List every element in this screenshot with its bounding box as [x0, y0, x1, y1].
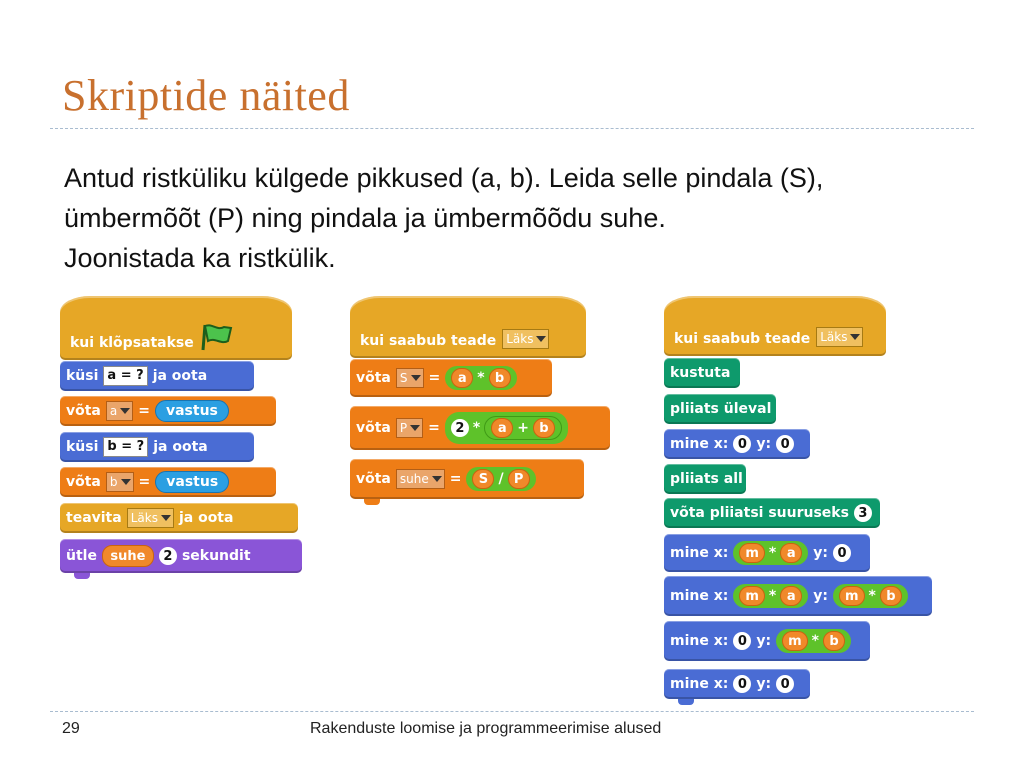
- go-to-xy-block[interactable]: [664, 429, 810, 459]
- message-name: Läks: [506, 332, 534, 346]
- when-receive-block[interactable]: [664, 296, 886, 356]
- equals-label: =: [138, 474, 151, 490]
- variable-reporter[interactable]: a: [491, 418, 513, 438]
- y-label: y:: [756, 633, 772, 649]
- seconds-input[interactable]: 2: [159, 547, 177, 565]
- dropdown-arrow-icon: [536, 336, 546, 342]
- broadcast-label: teavita: [66, 510, 122, 526]
- ask-suffix: ja oota: [152, 368, 208, 384]
- variable-reporter[interactable]: a: [451, 368, 473, 388]
- pen-size-input[interactable]: 3: [854, 504, 872, 522]
- operator-symbol: *: [768, 588, 777, 604]
- block-notch: [74, 573, 90, 579]
- broadcast-and-wait-block[interactable]: [60, 503, 298, 533]
- variable-dropdown[interactable]: [396, 418, 423, 438]
- y-label: y:: [813, 588, 828, 604]
- variable-reporter[interactable]: m: [839, 586, 865, 606]
- hat-label: kui klõpsatakse: [70, 335, 194, 351]
- operator-symbol: *: [472, 420, 481, 436]
- multiply-operator[interactable]: [445, 366, 516, 390]
- variable-reporter[interactable]: a: [780, 586, 802, 606]
- variable-dropdown[interactable]: [106, 401, 133, 421]
- number-input[interactable]: 2: [451, 419, 469, 437]
- x-label: mine x:: [670, 436, 729, 452]
- block-notch: [678, 699, 694, 705]
- message-dropdown[interactable]: [502, 329, 549, 349]
- x-input[interactable]: 0: [733, 675, 751, 693]
- x-input[interactable]: 0: [733, 632, 751, 650]
- variable-reporter[interactable]: m: [782, 631, 808, 651]
- variable-name: suhe: [399, 472, 429, 486]
- variable-reporter[interactable]: m: [739, 586, 765, 606]
- set-label: võta: [66, 403, 101, 419]
- say-label: ütle: [66, 548, 97, 564]
- y-input[interactable]: 0: [776, 435, 794, 453]
- variable-name: a: [109, 404, 118, 418]
- slide-title: Skriptide näited: [62, 71, 350, 120]
- message-name: Läks: [820, 330, 848, 344]
- variable-reporter[interactable]: S: [472, 469, 494, 489]
- ask-block[interactable]: [60, 361, 254, 391]
- y-label: y:: [756, 676, 772, 692]
- when-flag-clicked-block[interactable]: [60, 296, 292, 360]
- go-to-xy-block[interactable]: [664, 576, 932, 616]
- pen-up-label: pliiats üleval: [670, 401, 772, 417]
- ask-label: küsi: [66, 368, 99, 384]
- multiply-operator[interactable]: [733, 584, 808, 608]
- broadcast-suffix: ja oota: [178, 510, 234, 526]
- x-label: mine x:: [670, 633, 729, 649]
- variable-name: P: [399, 421, 408, 435]
- variable-dropdown[interactable]: [396, 368, 424, 388]
- ask-text-field[interactable]: b = ?: [103, 437, 148, 457]
- hat-label: kui saabub teade: [360, 333, 497, 349]
- variable-name: S: [399, 371, 408, 385]
- set-label: võta: [356, 370, 391, 386]
- dropdown-arrow-icon: [411, 375, 421, 381]
- operator-symbol: *: [811, 633, 819, 649]
- ask-text-field[interactable]: a = ?: [103, 366, 147, 386]
- dropdown-arrow-icon: [121, 479, 131, 485]
- equals-label: =: [428, 420, 440, 436]
- set-label: võta: [66, 474, 101, 490]
- variable-reporter[interactable]: b: [489, 368, 511, 388]
- message-name: Läks: [130, 511, 158, 525]
- set-variable-block[interactable]: [60, 396, 276, 426]
- y-input[interactable]: 0: [776, 675, 794, 693]
- pen-size-label: võta pliiatsi suuruseks: [670, 505, 849, 521]
- set-label: võta: [356, 471, 391, 487]
- operator-symbol: *: [477, 370, 485, 386]
- set-variable-block[interactable]: [60, 467, 276, 497]
- go-to-xy-block[interactable]: [664, 669, 810, 699]
- operator-symbol: *: [768, 545, 777, 561]
- task-line: Joonistada ka ristkülik.: [64, 243, 336, 273]
- variable-reporter[interactable]: m: [739, 543, 765, 563]
- y-label: y:: [813, 545, 828, 561]
- page-number: 29: [62, 720, 80, 737]
- dropdown-arrow-icon: [850, 334, 860, 340]
- x-label: mine x:: [670, 545, 729, 561]
- ask-suffix: ja oota: [153, 439, 208, 455]
- task-line: Antud ristküliku külgede pikkused (a, b). Leida selle pindala (S),: [64, 163, 824, 193]
- dropdown-arrow-icon: [432, 476, 442, 482]
- pen-down-block[interactable]: [664, 464, 746, 494]
- multiply-operator[interactable]: [776, 629, 851, 653]
- answer-reporter[interactable]: vastus: [155, 471, 229, 493]
- task-line: ümbermõõt (P) ning pindala ja ümbermõõdu suhe.: [64, 203, 666, 233]
- green-flag-icon: [200, 323, 234, 351]
- variable-reporter[interactable]: b: [533, 418, 555, 438]
- hat-label: kui saabub teade: [674, 331, 811, 347]
- add-operator[interactable]: [484, 416, 562, 440]
- x-label: mine x:: [670, 588, 729, 604]
- message-dropdown[interactable]: [816, 327, 863, 347]
- set-label: võta: [356, 420, 391, 436]
- set-variable-block[interactable]: [350, 406, 610, 450]
- operator-symbol: *: [868, 588, 876, 604]
- variable-reporter[interactable]: suhe: [102, 545, 154, 567]
- variable-dropdown[interactable]: [106, 472, 134, 492]
- equals-label: =: [449, 471, 462, 487]
- operator-symbol: +: [517, 420, 529, 436]
- variable-reporter[interactable]: b: [823, 631, 845, 651]
- task-description: [64, 158, 964, 278]
- set-pen-size-block[interactable]: [664, 498, 880, 528]
- footer-title: Rakenduste loomise ja programmeerimise alused: [310, 720, 662, 737]
- operator-symbol: /: [498, 471, 504, 487]
- equals-label: =: [138, 403, 150, 419]
- title-divider: [50, 128, 974, 129]
- go-to-xy-block[interactable]: [664, 534, 870, 572]
- multiply-operator[interactable]: [833, 584, 908, 608]
- pen-up-block[interactable]: [664, 394, 776, 424]
- multiply-operator[interactable]: [445, 412, 568, 444]
- footer-divider: [50, 711, 974, 712]
- y-label: y:: [756, 436, 772, 452]
- say-for-secs-block[interactable]: [60, 539, 302, 573]
- variable-name: b: [109, 475, 118, 489]
- ask-block[interactable]: [60, 432, 254, 462]
- ask-label: küsi: [66, 439, 99, 455]
- when-receive-block[interactable]: [350, 296, 586, 358]
- divide-operator[interactable]: [466, 467, 535, 491]
- clear-block[interactable]: [664, 358, 740, 388]
- x-label: mine x:: [670, 676, 729, 692]
- answer-reporter[interactable]: vastus: [155, 400, 229, 422]
- seconds-suffix: sekundit: [181, 548, 251, 564]
- dropdown-arrow-icon: [120, 408, 130, 414]
- dropdown-arrow-icon: [161, 515, 171, 521]
- dropdown-arrow-icon: [410, 425, 420, 431]
- variable-dropdown[interactable]: [396, 469, 445, 489]
- message-dropdown[interactable]: [127, 508, 174, 528]
- set-variable-block[interactable]: [350, 459, 584, 499]
- y-input[interactable]: 0: [833, 544, 851, 562]
- clear-label: kustuta: [670, 365, 731, 381]
- equals-label: =: [428, 370, 441, 386]
- block-notch: [364, 499, 380, 505]
- variable-reporter[interactable]: P: [508, 469, 530, 489]
- pen-down-label: pliiats all: [670, 471, 743, 487]
- set-variable-block[interactable]: [350, 359, 552, 397]
- variable-reporter[interactable]: a: [780, 543, 802, 563]
- variable-reporter[interactable]: b: [880, 586, 902, 606]
- x-input[interactable]: 0: [733, 435, 751, 453]
- go-to-xy-block[interactable]: [664, 621, 870, 661]
- multiply-operator[interactable]: [733, 541, 808, 565]
